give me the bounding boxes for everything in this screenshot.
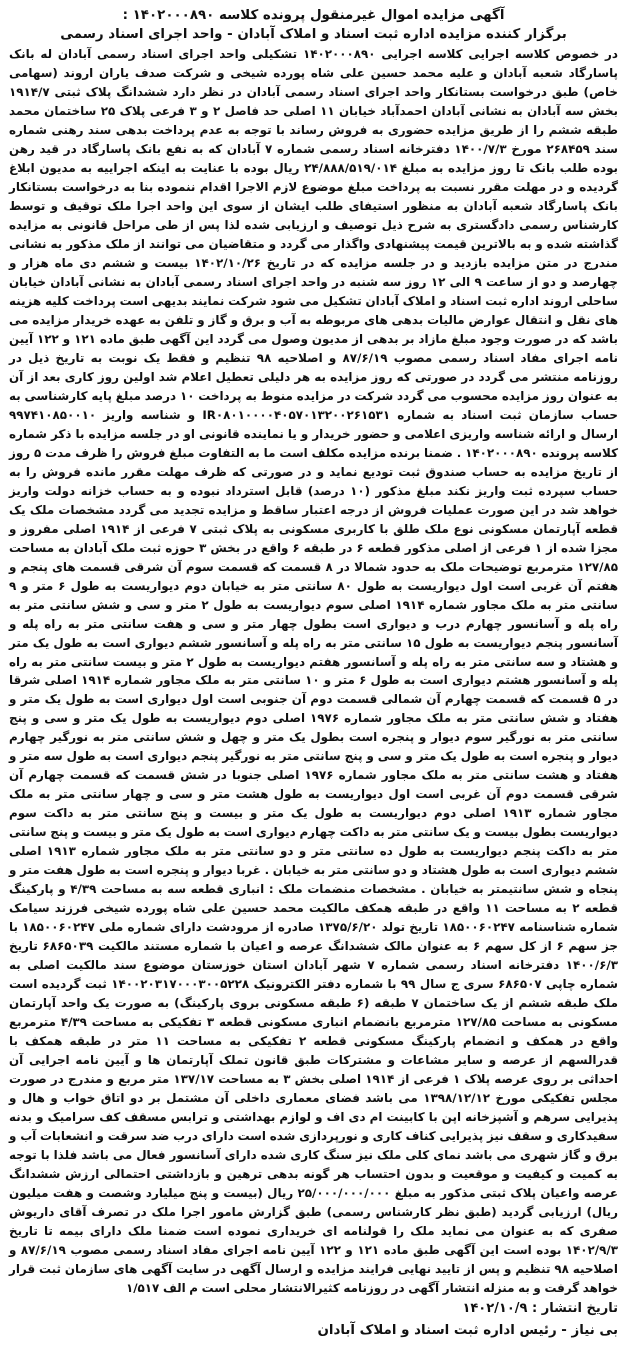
publish-date: تاریخ انتشار : ۱۴۰۲/۱۰/۹ bbox=[462, 1300, 618, 1316]
signature-line: بی نیاز - رئیس اداره ثبت اسناد و املاک آبادان bbox=[317, 1322, 618, 1338]
notice-subtitle: برگزار کننده مزایده اداره ثبت اسناد و املاک آبادان - واحد اجرای اسناد رسمی bbox=[60, 27, 567, 42]
notice-body: در خصوص کلاسه اجرایی کلاسه اجرایی ۱۴۰۲۰۰۰۸۹۰ تشکیلی واحد اجرای اسناد رسمی آبادان له بانک پاسارگاد شعبه آبادان و علیه محمد حسین علی شاه پورده شیخی و شرکت صدف یاران اروند (سهامی خاص) طبق درخواست بستانکار واحد اجرای اسناد رسمی آبادان در نظر دارد ششدانگ پلاک ثبتی ۱۹۱۴/۷ بخش سه آبادان به نشانی آبادان احمدآباد خیابان ۱۱ اصلی حد فاصل ۲ و ۳ فرعی پلاک ۲۵ ساختمان محمد طبقه ششم را از طریق مزایده حضوری به فروش رساند با توجه به عدم پرداخت بدهی سند رهنی شماره سند ۲۶۸۴۵۹ مورخ ۱۴۰۰/۷/۳ دفترخانه اسناد رسمی شماره ۷ آبادان که به نفع بانک پاسارگاد در قید رهن بوده طلب بانک تا روز مزایده به مبلغ ۲۴/۸۸۸/۵۱۹/۰۱۴ ریال بوده با عنایت به اینکه اجراییه به مدیون ابلاغ گردیده و در مهلت مقرر نسبت به پرداخت مبلغ موضوع لازم الاجرا اقدام ننموده بنا به درخواست بستانکار بانک پاسارگاد شعبه آبادان به منظور استیفای طلب ایشان از سوی این واحد اجرا ملک توقیف و توسط کارشناس رسمی دادگستری به شرح ذیل توصیف و ارزیابی شده لذا پس از طی مراحل قانونی به مزایده گذاشته شده و به بالاترین قیمت پیشنهادی واگذار می گردد و متقاضیان می توانند از ملک مذکور به نشانی مندرج در متن مزایده بازدید و در جلسه مزایده که در تاریخ ۱۴۰۲/۱۰/۲۶ بیست و ششم دی ماه هزار و چهارصد و دو از ساعت ۹ الی ۱۲ روز سه شنبه در واحد اجرای اسناد رسمی آبادان به نشانی آبادان خیابان ساحلی اروند اداره ثبت اسناد و املاک آبادان تشکیل می شود شرکت نمایند بدیهی است پرداخت کلیه هزینه های نقل و انتقال عوارض مالیات بدهی های مربوطه به آب و برق و گاز و تلفن به عهده خریدار مزایده می باشد که در صورت وجود مبلغ مازاد بر بدهی از مدیون وصول می گردد این آگهی طبق ماده ۱۲۱ و ۱۲۲ آیین نامه اجرای مفاد اسناد رسمی مصوب ۸۷/۶/۱۹ و اصلاحیه ۹۸ تنظیم و فقط یک نوبت به تاریخ ذیل در روزنامه منتشر می گردد در صورتی که روز مزایده به هر دلیلی تعطیل اعلام شد اولین روز کاری بعد از آن به عنوان روز مزایده محسوب می گردد شرکت در مزایده منوط به پرداخت ۱۰ درصد مبلغ پایه کارشناسی به حساب سازمان ثبت اسناد به شماره IR۰۸۰۱۰۰۰۰۴۰۵۷۰۱۳۲۰۰۲۶۱۵۳۱ و شناسه واریز ۹۹۷۴۱۰۸۵۰۰۱۰ ارسال و ارائه شناسه واریزی اعلامی و حضور خریدار و یا نماینده قانونی او در جلسه مزایده با ذکر شماره کلاسه پرونده ۱۴۰۲۰۰۰۸۹۰ . ضمنا برنده مزایده مکلف است ما به التفاوت مبلغ فروش را ظرف مدت ۵ روز از تاریخ مزایده به حساب صندوق ثبت تودیع نماید و در صورتی که ظرف مهلت مقرر مانده فروش را به حساب سپرده ثبت واریز نکند مبلغ مذکور (۱۰ درصد) قابل استرداد نبوده و به حساب خزانه دولت واریز خواهد شد در این صورت عملیات فروش از درجه اعتبار ساقط و مزایده تجدید می گردد مشخصات ملک یک قطعه آپارتمان مسکونی نوع ملک طلق با کاربری مسکونی به پلاک ثبتی ۷ فرعی از ۱۹۱۴ اصلی مفروز و مجزا شده از ۱ فرعی از اصلی مذکور قطعه ۶ در طبقه ۶ واقع در بخش ۳ حوزه ثبت ملک آبادان به مساحت ۱۲۷/۸۵ مترمربع توضیحات ملک به حدود شمالا در ۸ قسمت که قسمت سوم آن شرقی قسمت های پنجم و هفتم آن غربی است اول دیواریست به طول ۸۰ سانتی متر به خیابان دوم دیواریست به طول ۶ متر و ۹ سانتی متر به ملک مجاور شماره ۱۹۱۴ اصلی سوم دیواریست به طول ۲ متر و سی و شش سانتی متر به راه پله و آسانسور چهارم درب و دیواری است بطول چهار متر و سی و هفت سانتی متر به راه پله و آسانسور پنجم دیواریست به طول ۱۵ سانتی متر به راه پله و آسانسور ششم دیواری است به طول یک متر و هشتاد و سه سانتی متر به راه پله و آسانسور هفتم دیواریست به طول ۲ متر و بیست سانتی متر به راه پله و آسانسور هشتم دیواری است به طول ۶ متر و ۱۰ سانتی متر به ملک مجاور شماره ۱۹۱۴ اصلی شرقا در ۵ قسمت که قسمت چهارم آن شمالی قسمت دوم آن جنوبی است اول دیواری است به طول یک متر و هفتاد و شش سانتی متر به ملک مجاور شماره ۱۹۷۶ اصلی دوم دیواریست به طول یک متر و سی و پنج سانتی متر به نورگیر سوم دیوار و پنجره است بطول یک متر و چهل و شش سانتی متر به نورگیر چهارم دیوار و پنجره است به طول یک متر و سی و پنج سانتی متر به نورگیر پنجم دیواری است به طول سه متر و هفتاد و هشت سانتی متر به ملک مجاور شماره ۱۹۷۶ اصلی جنوبا در شش قسمت که قسمت چهارم آن شرقی قسمت دوم آن غربی است اول دیواریست به طول هشت متر و سی و چهار سانتی متر به ملک مجاور شماره ۱۹۱۳ اصلی دوم دیواریست به طول یک متر و بیست و پنج سانتی متر به داکت سوم دیواریست بطول بیست و یک سانتی متر به داکت چهارم دیواری است به طول یک متر و بیست و پنج سانتی متر به داکت پنجم دیواریست به طول ده سانتی متر و دو سانتی متر به ملک مجاور شماره ۱۹۱۳ اصلی ششم دیواری است به طول هشتاد و دو سانتی متر به خیابان . غربا دیوار و پنجره است به طول هفت متر و پنجاه و شش سانتیمتر به خیابان . مشخصات منضمات ملک : انباری قطعه سه به مساحت ۴/۳۹ و پارکینگ قطعه ۲ به مساحت ۱۱ واقع در طبقه همکف مالکیت محمد حسین علی شاه پورده شیخی فرزند سیامک شماره شناسنامه ۱۸۵۰۰۶۰۲۴۷ تاریخ تولد ۱۳۷۵/۶/۲۰ صادره از مرودشت دارای شماره ملی ۱۸۵۰۰۶۰۲۴۷ با جز سهم ۶ از کل سهم ۶ به عنوان مالک ششدانگ عرصه و اعیان با شماره مستند مالکیت ۶۸۶۵۰۳۹ تاریخ ۱۴۰۰/۶/۳ دفترخانه اسناد رسمی شماره ۷ شهر آبادان استان خوزستان موضوع سند مالکیت اصلی به شماره چاپی ۶۸۶۵۰۷ سری ج سال ۹۹ با شماره دفتر الکترونیک ۱۴۰۰۲۰۳۱۷۰۰۰۳۰۰۵۲۲۸ ثبت گردیده است ملک طبقه ششم از یک ساختمان ۷ طبقه (۶ طبقه مسکونی بروی پارکینگ) به صورت یک واحد آپارتمان مسکونی به مساحت ۱۲۷/۸۵ مترمربع بانضمام انباری مسکونی قطعه ۳ تفکیکی به مساحت ۴/۳۹ مترمربع واقع در همکف و انضمام پارکینگ مسکونی قطعه ۲ تفکیکی به مساحت ۱۱ متر در طبقه همکف با قدرالسهم از عرصه و سایر مشاعات و مشترکات طبق قانون تملک آپارتمان ها و آیین نامه اجرایی آن احداثی بر روی عرصه پلاک ۱ فرعی از ۱۹۱۴ اصلی بخش ۳ به مساحت ۱۳۷/۱۷ متر مربع و مندرج در صورت مجلس تفکیکی مورخ ۱۳۹۸/۱۲/۱۲ می باشد فضای معماری داخلی آن مشتمل بر دو اتاق خواب و هال و پذیرایی سرهم و آشپزخانه اپن با کابینت ام دی اف و لوازم بهداشتی و ترابس مسقف کف سرامیک و بدنه سفیدکاری و سقف نیز پذیرایی کناف کاری و نورپردازی شده است دارای درب ضد سرقت و انشعابات آب و برق و گاز شهری می باشد نمای کلی ملک نیز سنگ کاری شده دارای آسانسور فعال می باشد فلذا با توجه به کمیت و کیفیت و موقعیت و بدون احتساب هر گونه بدهی ترهین و بازداشتی احتمالی ارزش ششدانگ عرصه واعیان پلاک ثبتی مذکور به مبلغ ۲۵/۰۰۰/۰۰۰/۰۰۰ ریال (بیست و پنج میلیارد وشصت و هفت میلیون ریال) ارزیابی گردید (طبق نظر کارشناس رسمی) طبق گزارش مامور اجرا ملک در تصرف آقای داریوش صفری که به عنوان می نماید ملک را قولنامه ای خریداری نموده است ضمنا ملک دارای بیمه تا تاریخ ۱۴۰۲/۹/۳ بوده است این آگهی طبق ماده ۱۲۱ و ۱۲۲ آیین نامه اجرای مفاد اسناد رسمی مصوب ۸۷/۶/۱۹ و اصلاحیه ۹۸ تنظیم و پس از تایید نهایی فرایند مزایده و ارسال آگهی در سایت آگهی های سازمان ثبت قرار خواهد گرفت و به منزله انتشار آگهی در روزنامه کثیرالانتشار محلی است م الف ۱/۵۱۷ bbox=[9, 47, 619, 1295]
notice-title: آگهی مزایده اموال غیرمنقول پرونده کلاسه ۱۴۰۲۰۰۰۸۹۰ : bbox=[122, 8, 505, 23]
